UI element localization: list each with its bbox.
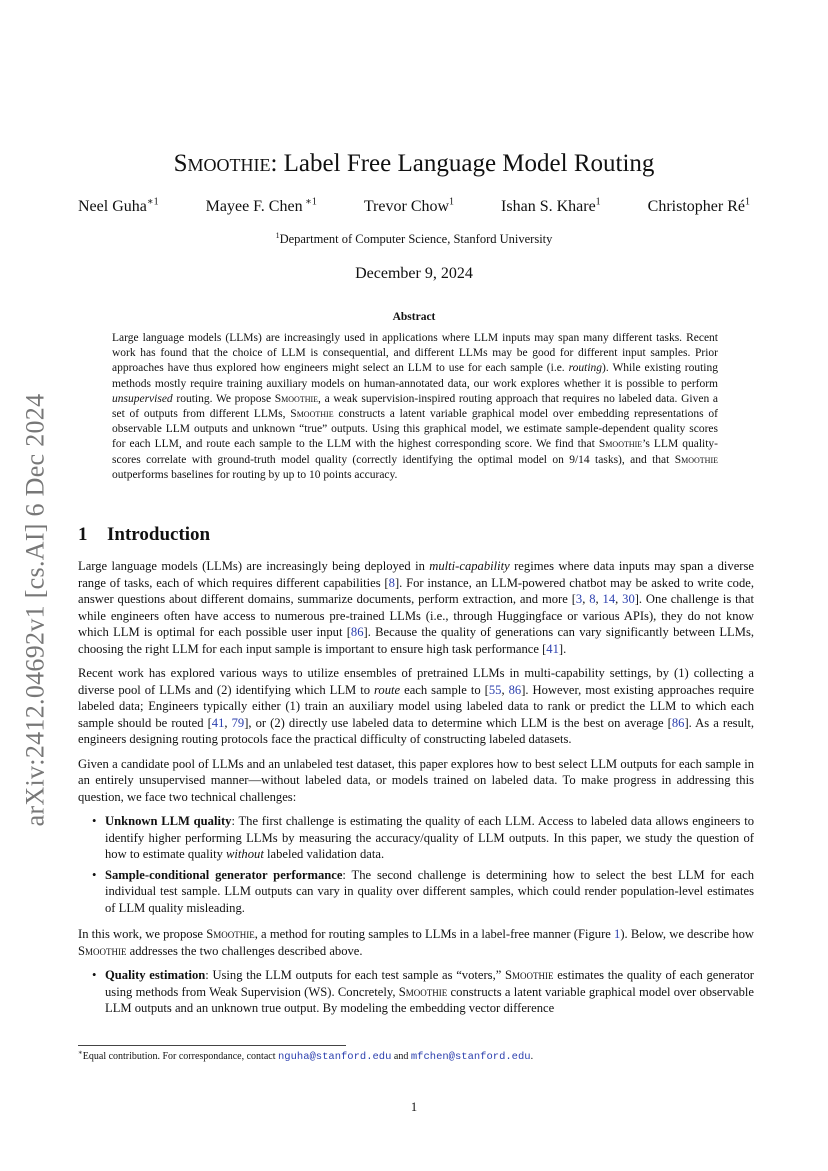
list-item: • Quality estimation: Using the LLM outputs for each test sample as “voters,” Smoothie estimates the quality of each generator using methods from Weak Supervision (WS). Concretely, Smoothie constructs a latent variable graphical model over observable LLM outputs and an unknown true output. By modeling the embedding vector difference xyxy=(105,967,754,1017)
paper-title xyxy=(0,148,828,180)
intro-paragraph-1: Large language models (LLMs) are increasingly being deployed in multi-capability regimes where data inputs may span a diverse range of tasks, each of which requires different capabilities [8]. For instance, an LLM-powered chatbot may be asked to write code, answer questions about different domains, summarize documents, perform extraction, and more [3, 8, 14, 30]. One challenge is that while engineers often have access to numerous pre-trained LLMs (i.e., through Huggingface or various APIs), they do not know which LLM is optimal for each possible user input [86]. Because the quality of generations can vary significantly between LLMs, choosing the right LLM for each input sample is important to ensure high task performance [41]. xyxy=(78,559,755,656)
title-method-name: Smoothie xyxy=(173,150,271,177)
affiliation: $^1$Department of Computer Science, Stanford University xyxy=(275,230,553,246)
approach-list xyxy=(78,967,754,1017)
citation-link[interactable]: 55 xyxy=(488,682,502,697)
citation-link[interactable]: 41 xyxy=(211,715,225,730)
footnote: ∗Equal contribution. For correspondance, contact nguha@stanford.edu and mfchen@stanford.edu. xyxy=(78,1048,534,1063)
citation-link[interactable]: 86 xyxy=(671,715,685,730)
title-rest: : Label Free Language Model Routing xyxy=(270,150,655,177)
author: Trevor Chow$^1$ xyxy=(363,196,455,215)
citation-link[interactable]: 8 xyxy=(388,575,395,590)
author: Neel Guha$^{∗1}$ xyxy=(78,196,159,215)
author-list xyxy=(78,197,750,217)
citation-link[interactable]: 79 xyxy=(231,715,245,730)
intro-paragraph-4: In this work, we propose Smoothie, a method for routing samples to LLMs in a label-free manner (Figure 1). Below, we describe how Smoothie addresses the two challenges described above. xyxy=(78,927,754,958)
arxiv-identifier: arXiv:2412.04692v1 [cs.AI] 6 Dec 2024 xyxy=(20,393,50,827)
citation-link[interactable]: 41 xyxy=(546,641,559,656)
abstract-heading: Abstract xyxy=(392,311,436,323)
page-number: 1 xyxy=(410,1100,418,1114)
abstract-body: Large language models (LLMs) are increasingly used in applications where LLM inputs may span many different tasks. Recent work has found that the choice of LLM is consequential, and different LLMs may be good for different input samples. Prior approaches have thus explored how engineers might select an LLM to use for each sample (i.e. routing). While existing routing methods mostly require training auxiliary models on human-annotated data, our work explores whether it is possible to perform unsupervised routing. We propose Smoothie, a weak supervision-inspired routing approach that requires no labeled data. Given a set of outputs from different LLMs, Smoothie constructs a latent variable graphical model over embedding representations of observable LLM outputs and unknown “true” outputs. Using this graphical model, we estimate sample-dependent quality scores for each LLM, and route each sample to the LLM with the highest corresponding score. We find that Smoothie’s LLM quality-scores correlate with ground-truth model quality (correctly identifying the optimal model on 9/14 tasks), and that Smoothie outperforms baselines for routing by up to 10 points accuracy. xyxy=(112,332,719,481)
citation-link[interactable]: 8 xyxy=(589,592,596,606)
figure-link[interactable]: 1 xyxy=(614,927,621,941)
author: Mayee F. Chen $^{∗1}$ xyxy=(205,196,317,215)
arxiv-sidebar xyxy=(10,370,60,850)
main-text xyxy=(78,558,754,1027)
section-heading-introduction: 1 Introduction xyxy=(78,524,211,545)
citation-link[interactable]: 86 xyxy=(508,682,522,697)
citation-link[interactable]: 3 xyxy=(575,592,583,606)
email-link[interactable]: mfchen@stanford.edu xyxy=(410,1051,531,1063)
footnote-divider xyxy=(78,1045,346,1046)
email-link[interactable]: nguha@stanford.edu xyxy=(277,1051,392,1063)
intro-paragraph-2: Recent work has explored various ways to utilize ensembles of pretrained LLMs in multi-capability settings, by (1) collecting a diverse pool of LLMs and (2) identifying which LLM to route each sample to [55, 86]. However, most existing approaches require labeled data; Engineers typically either (1) train an auxiliary model using labeled data to rank or predict the LLM to which each sample should be routed [41, 79], or (2) directly use labeled data to determine which LLM is the best on average [86]. As a result, engineers designing routing protocols face the practical difficulty of constructing labeled datasets. xyxy=(78,666,755,746)
author: Ishan S. Khare$^1$ xyxy=(501,196,601,215)
intro-paragraph-3: Given a candidate pool of LLMs and an unlabeled test dataset, this paper explores how to best select LLM outputs for each sample in an entirely unsupervised manner—without labeled data, or models trained on labeled data. To make progress in addressing this question, we face two technical challenges: xyxy=(78,756,754,804)
citation-link[interactable]: 14 xyxy=(602,592,616,606)
citation-link[interactable]: 30 xyxy=(622,592,635,606)
author: Christopher $Ré^1$ xyxy=(647,196,750,215)
list-item: • Unknown LLM quality: The first challenge is estimating the quality of each LLM. Access to labeled data allows engineers to identify higher performing LLMs by measuring the accuracy/quality of LLM outputs. In this paper, we study the question of how to estimate quality without labeled validation data. xyxy=(105,813,754,863)
publication-date: December 9, 2024 xyxy=(355,265,473,282)
challenge-list xyxy=(78,813,754,916)
citation-link[interactable]: 86 xyxy=(350,625,364,639)
list-item: • Sample-conditional generator performance: The second challenge is determining how to select the best LLM for each individual test sample. LLM outputs can vary in quality over different samples, which could render population-level estimates of LLM quality misleading. xyxy=(105,867,754,917)
